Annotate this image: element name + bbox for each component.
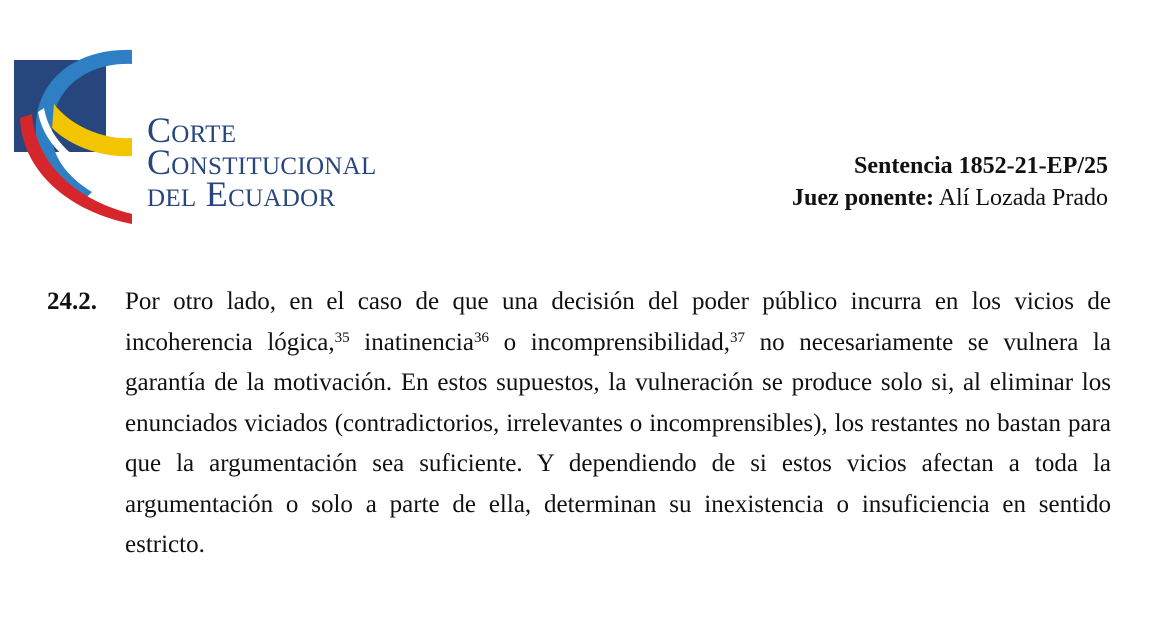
- court-logo: [14, 44, 444, 224]
- footnote-ref-36[interactable]: 36: [473, 329, 489, 346]
- footnote-ref-35[interactable]: 35: [334, 329, 350, 346]
- paragraph-text-part2: inatinencia: [349, 328, 474, 356]
- court-name-line2: Constitucional: [147, 142, 377, 182]
- court-emblem-icon: [14, 44, 154, 224]
- paragraph-text: [125, 282, 1111, 566]
- paragraph-number: 24.2.: [47, 288, 97, 315]
- footnote-ref-37[interactable]: 37: [729, 329, 745, 346]
- court-name-line3: del Ecuador: [147, 174, 336, 214]
- judge-label: Juez ponente:: [792, 185, 935, 211]
- court-name: [147, 110, 377, 214]
- paragraph-text-part1: Por otro lado, en el caso de que una decisión del poder público incurra en los vicios de incoherencia lógica,: [125, 288, 1111, 356]
- court-name-line1: Corte: [147, 110, 237, 150]
- paragraph-text-part4: no necesariamente se vulnera la garantía de la motivación. En estos supuestos, la vulneración se produce solo si, al eliminar los enunciados viciados (contradictorios, irrelevantes o incomprensibles), los restantes no bastan para que la argumentación sea suficiente. Y dependiendo de si estos vicios afectan a toda la argumentación o solo a parte de ella, determinan su inexistencia o insuficiencia en sentido estricto.: [125, 328, 1111, 558]
- document-header: [792, 150, 1108, 214]
- judge-name: Alí Lozada Prado: [938, 185, 1108, 211]
- sentence-number: Sentencia 1852-21-EP/25: [854, 153, 1108, 179]
- paragraph-text-part3: o incomprensibilidad,: [488, 328, 730, 356]
